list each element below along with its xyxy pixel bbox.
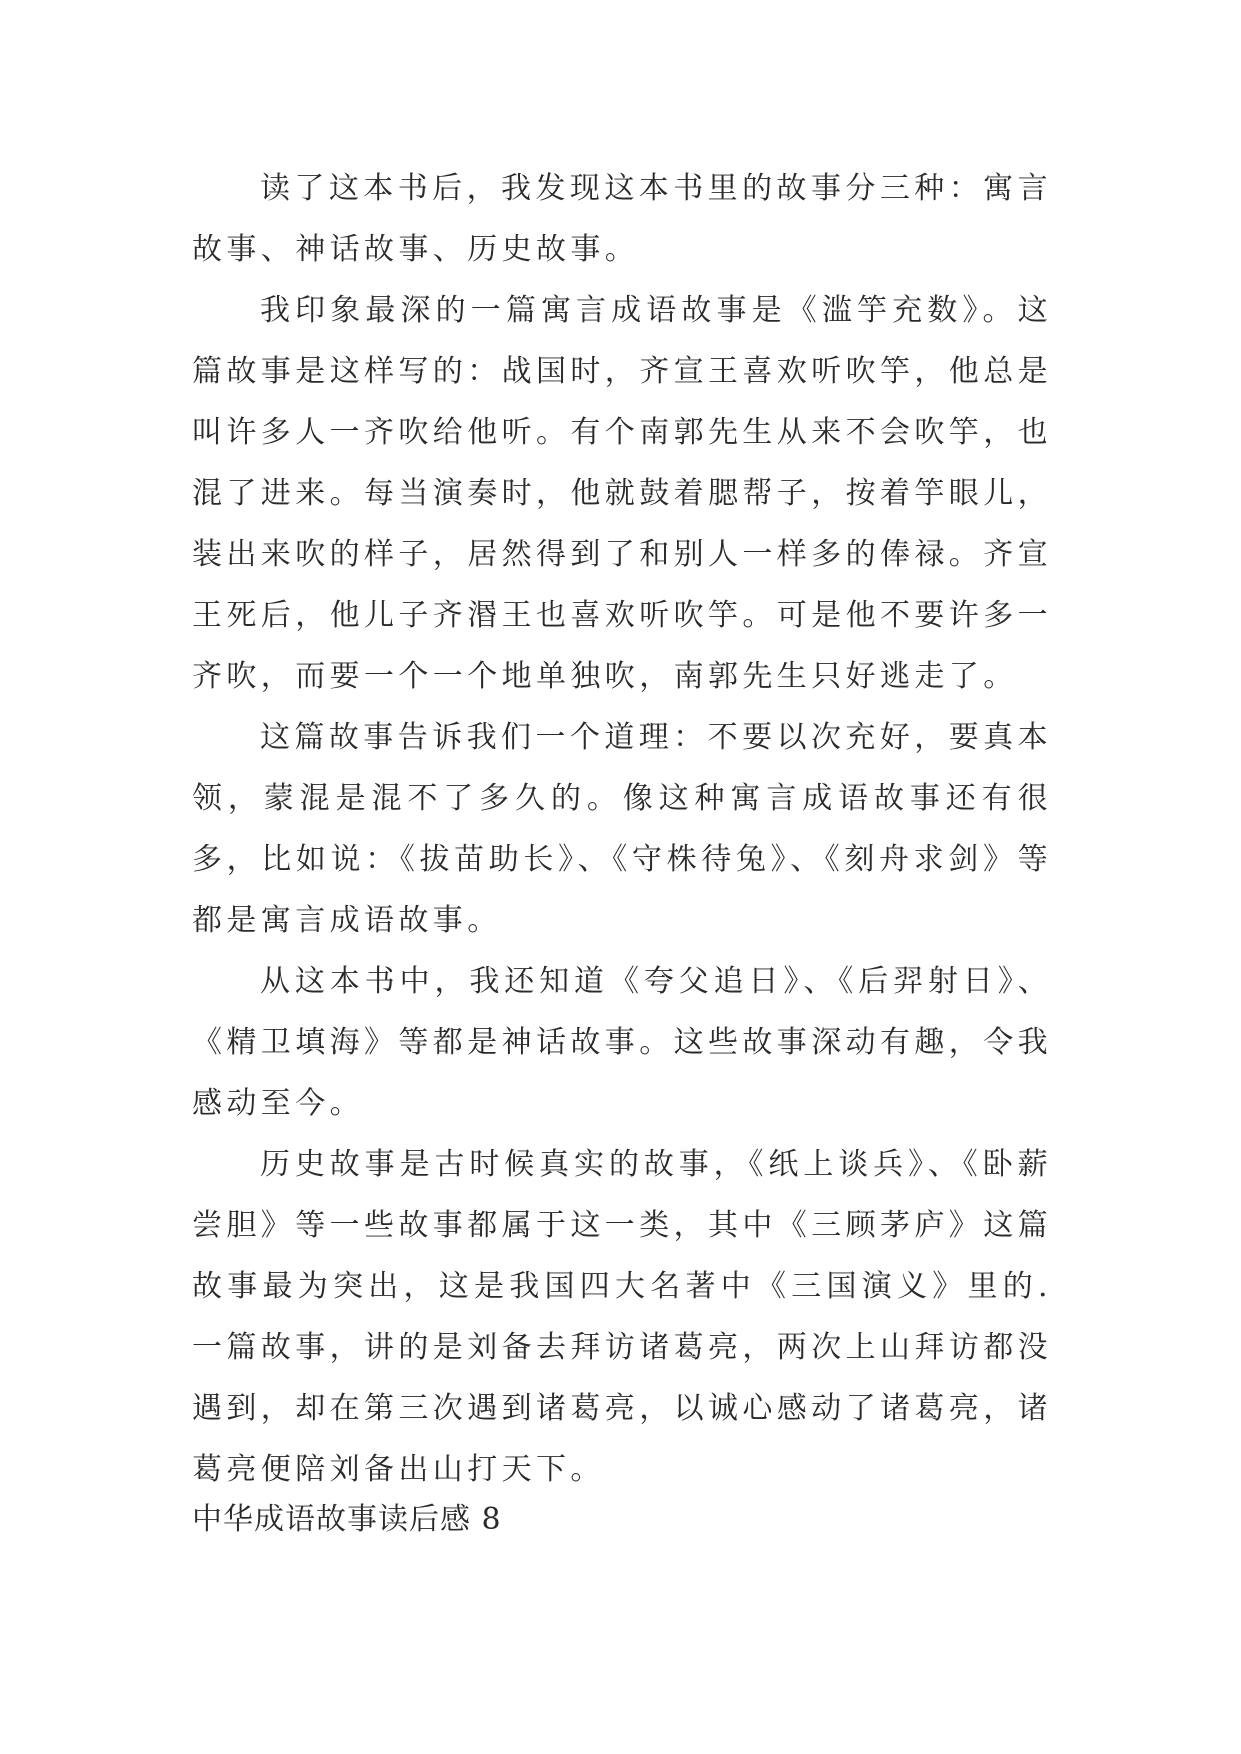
paragraph-5: 历史故事是古时候真实的故事，《纸上谈兵》、《卧薪尝胆》等一些故事都属于这一类，其中《三顾茅庐》这篇故事最为突出，这是我国四大名著中《三国演义》里的.一篇故事，讲的是刘备去拜访诸葛亮，两次上山拜访都没遇到，却在第三次遇到诸葛亮，以诚心感动了诸葛亮，诸葛亮便陪刘备出山打天下。 [192,1147,1052,1487]
section-heading: 中华成语故事读后感 8 [192,1502,502,1537]
essay-body [192,158,1052,1500]
paragraph-3: 这篇故事告诉我们一个道理：不要以次充好，要真本领，蒙混是混不了多久的。像这种寓言成语故事还有很多，比如说：《拔苗助长》、《守株待兔》、《刻舟求剑》等都是寓言成语故事。 [192,720,1052,938]
paragraph-4: 从这本书中，我还知道《夸父追日》、《后羿射日》、《精卫填海》等都是神话故事。这些故事深动有趣，令我感动至今。 [192,964,1052,1121]
paragraph-1: 读了这本书后，我发现这本书里的故事分三种：寓言故事、神话故事、历史故事。 [192,171,1052,267]
paragraph-2: 我印象最深的一篇寓言成语故事是《滥竽充数》。这篇故事是这样写的：战国时，齐宣王喜欢听吹竽，他总是叫许多人一齐吹给他听。有个南郭先生从来不会吹竽，也混了进来。每当演奏时，他就鼓着腮帮子，按着竽眼儿，装出来吹的样子，居然得到了和别人一样多的俸禄。齐宣王死后，他儿子齐湣王也喜欢听吹竽。可是他不要许多一齐吹，而要一个一个地单独吹，南郭先生只好逃走了。 [192,293,1052,694]
